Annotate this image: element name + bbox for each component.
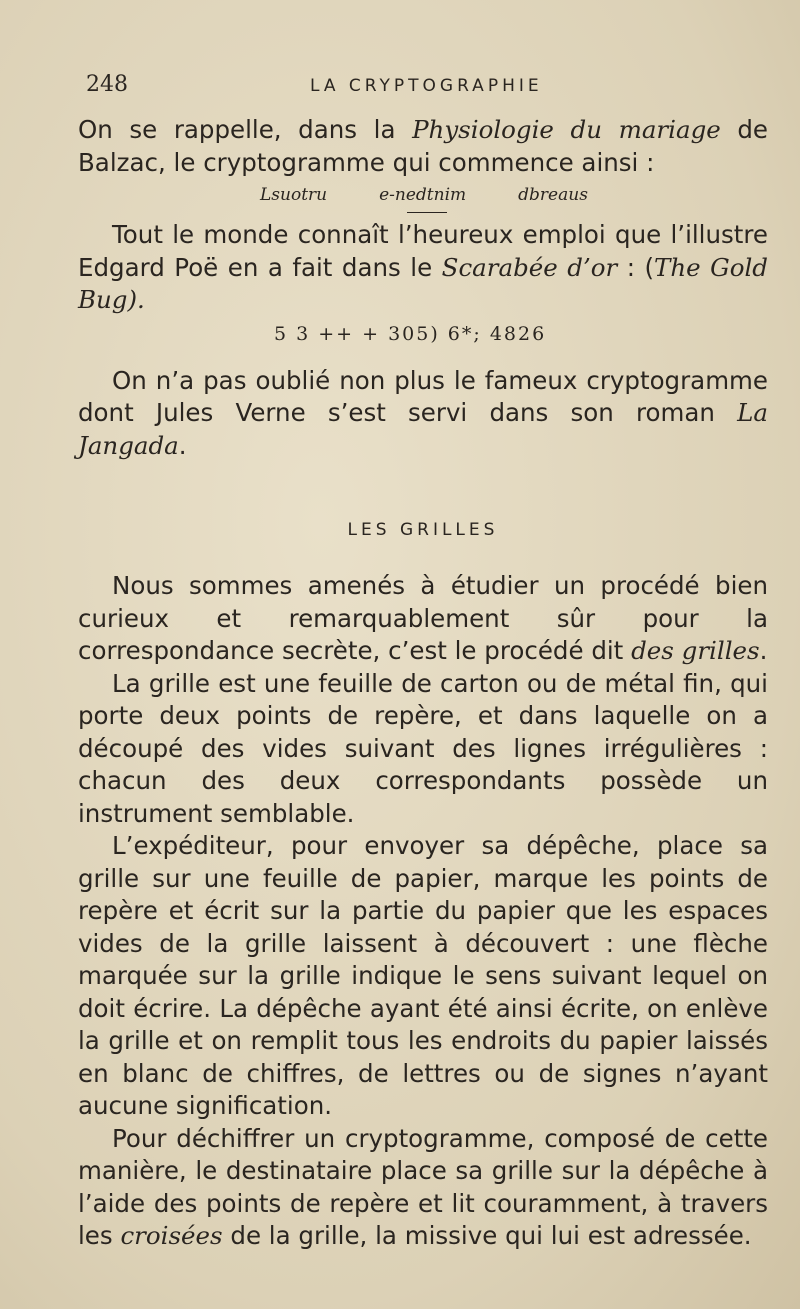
- italic-term: croisées: [120, 1221, 223, 1250]
- italic-term: des grilles: [631, 636, 760, 665]
- text: : (: [617, 252, 655, 282]
- italic-title: Physiologie du mariage: [412, 115, 721, 144]
- paragraph-grille-definition: La grille est une feuille de carton ou de métal fin, qui porte deux points de repère, et dans laquelle on a découpé des vides suivant des lignes irrégulières : chacun des deux correspondants possède un instrument semblable.: [78, 668, 768, 828]
- text: .: [178, 430, 187, 460]
- poe-cryptogram: 5 3 ++ + 305) 6*; 4826: [274, 322, 547, 345]
- cipher-word: e-nedtnim: [379, 185, 467, 205]
- italic-title: Scarabée d’or: [441, 252, 618, 282]
- text: .: [759, 636, 768, 665]
- paragraph-balzac: [78, 114, 768, 179]
- page-body: [78, 114, 768, 1253]
- paragraph-grilles-intro: [78, 570, 768, 668]
- page-header: [86, 72, 760, 102]
- text: Pour déchiffrer un cryptogramme, composé de cette manière, le destinataire place sa grille sur la dépêche à l’aide des points de repère et lit couramment, à travers les: [78, 1123, 768, 1250]
- text: de Balzac, le cryptogramme qui commence ainsi :: [78, 115, 768, 177]
- page-number: 248: [86, 72, 128, 97]
- text: On n’a pas oublié non plus le fameux cryptogramme dont Jules Verne s’est servi dans son roman: [78, 365, 768, 427]
- text: On se rappelle, dans la: [78, 115, 413, 144]
- paragraph-expediteur: L’expéditeur, pour envoyer sa dépêche, place sa grille sur une feuille de papier, marque les points de repère et écrit sur la partie du papier que les espaces vides de la grille laissent à découvert : une flèche marquée sur la grille indique le sens suivant lequel on doit écrire. La dépêche ayant été ainsi écrite, on enlève la grille et on remplit tous les endroits du papier laissés en blanc de chiffres, de lettres ou de signes n’ayant aucune signification.: [78, 831, 768, 1120]
- italic-title: The Gold Bug).: [78, 252, 768, 314]
- running-head: LA CRYPTOGRAPHIE: [310, 76, 543, 96]
- text: de la grille, la missive qui lui est adressée.: [222, 1221, 752, 1250]
- paragraph-poe: [78, 219, 768, 317]
- italic-title: La Jangada: [78, 398, 768, 460]
- section-title: LES GRILLES: [347, 520, 499, 540]
- paragraph-verne: [78, 365, 768, 463]
- text: Tout le monde connaît l’heureux emploi que l’illustre Edgard Poë en a fait dans le: [78, 220, 768, 282]
- text: Nous sommes amenés à étudier un procédé bien curieux et remarquablement sûr pour la correspondance secrète, c’est le procédé dit: [78, 571, 768, 665]
- paragraph-dechiffrer: [78, 1123, 768, 1253]
- balzac-cryptogram: [260, 185, 768, 205]
- cipher-word: Lsuotru: [260, 185, 328, 205]
- cipher-word: dbreaus: [518, 185, 588, 205]
